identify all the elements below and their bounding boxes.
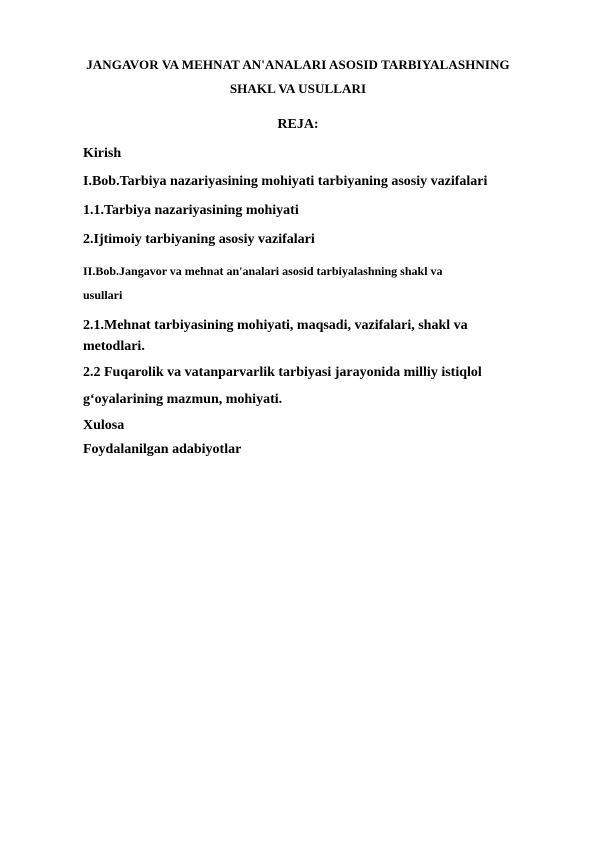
plan-item-section-2-2-line-2: g‘oyalarining mazmun, mohiyati. [83, 392, 283, 407]
plan-item-section-2-2-line-1: 2.2 Fuqarolik va vatanparvarlik tarbiyasi jarayonida milliy istiqlol [83, 365, 482, 380]
plan-item-section-1-2: 2.Ijtimoiy tarbiyaning asosiy vazifalari [83, 232, 315, 247]
document-title-line-1: JANGAVOR VA MEHNAT AN'ANALARI ASOSID TARBIYALASHNING [86, 57, 510, 72]
plan-item-conclusion: Xulosa [83, 418, 125, 433]
plan-item-section-2-1-line-1: 2.1.Mehnat tarbiyasining mohiyati, maqsadi, vazifalari, shakl va [83, 318, 468, 333]
plan-item-references: Foydalanilgan adabiyotlar [83, 442, 242, 457]
document-title-line-2: SHAKL VA USULLARI [229, 81, 367, 96]
plan-item-section-1-1: 1.1.Tarbiya nazariyasining mohiyati [83, 203, 299, 218]
plan-item-introduction: Kirish [83, 146, 122, 161]
plan-item-chapter-1: I.Bob.Tarbiya nazariyasining mohiyati tarbiyaning asosiy vazifalari [83, 174, 488, 189]
plan-item-chapter-2-line-2: usullari [83, 288, 123, 302]
plan-item-chapter-2-line-1: II.Bob.Jangavor va mehnat an'analari asosid tarbiyalashning shakl va [83, 264, 443, 278]
plan-item-section-2-1-line-2: metodlari. [83, 339, 145, 354]
plan-heading: REJA: [277, 117, 319, 132]
